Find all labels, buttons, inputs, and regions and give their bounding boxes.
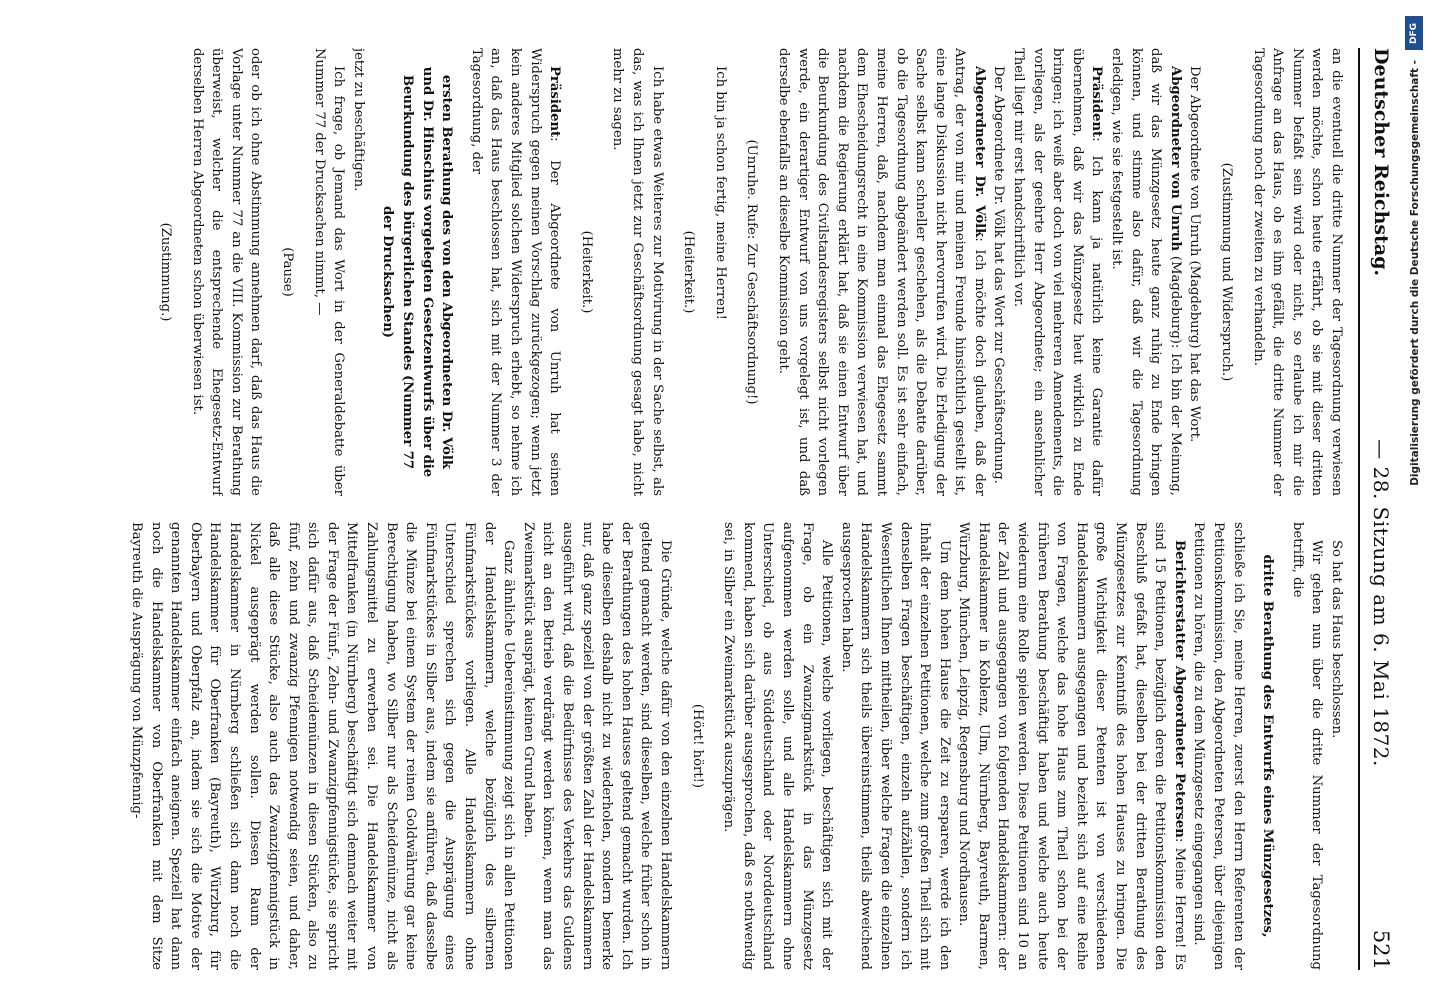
dfg-logo: DFG bbox=[1405, 16, 1423, 50]
speech bbox=[466, 48, 564, 496]
remark: (Unruhe. Rufe: Zur Geschäftsordnung!) bbox=[744, 139, 760, 405]
paragraph: Der Abgeordnete Dr. Völk hat das Wort zur Geschäftsordnung. bbox=[991, 66, 1007, 484]
speech-text: : Der Abgeordnete von Unruh hat seinen Widerspruch gegen meinen Vorschlag zurückgezogen; wenn jetzt kein anderes Mitglied solchen Widerspruch erhebt, so nehme ich an, daß das Haus beschlossen hat, sich mit der Nummer 3 der Tagesordnung, der bbox=[468, 48, 563, 496]
speech bbox=[1009, 48, 1107, 496]
journal-title: Deutscher Reichstag. bbox=[1370, 48, 1392, 277]
paragraph: an die eventuell die dritte Nummer der Tagesordnung verwiesen werden möchte, schon heute erfährt, ob sie mit dieser dritten Nummer befaßt sein wird oder nicht, so erlaube ich mir die Anfrage an das Haus, ob es ihm gefällt, die dritte Nummer der Tagesordnung noch der zweiten zu verhandeln. bbox=[1250, 48, 1344, 496]
speaker-name: Berichterstatter Abgeordneter Petersen bbox=[1171, 540, 1187, 838]
paragraph: schließe ich Sie, meine Herren, zuerst den Herrn Referenten der Petitionskommission, den Abgeordneten Petersen, über diejenigen Petitionen zu hören, die zu dem Münzgesetz eingegangen sind. bbox=[1191, 522, 1246, 970]
paragraph: Alle Petitionen, welche vorliegen, beschäftigen sich mit der Frage, ob ein Zwanzigmarkstück in das Münzgesetz aufgenommen werden solle, und alle Handelskammern ohne Unterschied, ob aus Süddeutschland oder Norddeutschland kommend, haben sich darüber ausgesprochen, daß es nothwendig sei, in Silber ein Zweimarkstück auszuprägen. bbox=[721, 522, 835, 970]
remark: (Zustimmung.) bbox=[158, 222, 174, 322]
paragraph: Ich habe etwas Weiteres zur Motivirung in der Sache selbst, als das, was ich Ihnen jetzt zur Geschäftsordnung gesagt habe, nicht mehr zu sagen. bbox=[610, 48, 665, 496]
speaker-name: Präsident bbox=[547, 66, 563, 138]
speaker-name: Abgeordneter von Unruh bbox=[1167, 66, 1183, 252]
speech bbox=[1106, 48, 1184, 496]
remark: (Heiterkeit.) bbox=[578, 230, 594, 314]
page-number: 521 bbox=[1369, 929, 1393, 970]
speech-text: : Meine Herren! Es sind 15 Petitionen, bezüglich deren die Petitionskommission den Beschluß gefaßt hat, dieselben bei der dritten Berathung des Münzgesetzes zur Kenntniß des hohen Hauses zu bringen. Die große Wichtigkeit dieser Petenten ist von verschiedenen Handelskammern ausgegangen und bezieht sich auf eine Reihe von Fragen, welche das hohe Haus zum Theil schon bei der früheren Berathung beschäftigt haben und welche auch heute wiederum eine Rolle spielen werden. Diese Petitionen sind 10 an der Zahl und ausgegangen von folgenden Handelskammern: der Handelskammer in Koblenz, Ulm, Nürnberg, Bayreuth, Barmen, Würzburg, München, Leipzig, Regensburg und Nordhausen. bbox=[956, 522, 1187, 970]
speech bbox=[773, 48, 989, 496]
speech-text: (Magdeburg): Ich bin der Meinung, daß wir das Münzgesetz heute ganz ruhig zu Ende bringen können, und stimme also dafür, daß wir die Tagesordnung erledigen, wie sie festgestellt ist. bbox=[1109, 48, 1183, 496]
remark: (Heiterkeit.) bbox=[681, 230, 697, 314]
agenda-item: dritte Berathung des Entwurfs eines Münzgesetzes, bbox=[1260, 554, 1276, 938]
remark: (Hört! hört!) bbox=[689, 703, 705, 789]
paragraph: Ich frage, ob Jemand das Wort in der Generaldebatte über Nummer 77 der Drucksachen nimmt, — bbox=[311, 48, 347, 496]
session-title: — 28. Sitzung am 6. Mai 1872. bbox=[1369, 439, 1393, 767]
speech-text: : Ich möchte doch glauben, daß der Antrag, der von mir und meinen Freunde hinsichtlich gestellt ist, eine lange Diskussion nicht hervorrufen wird. Die Erledigung der Sache selbst kann schneller geschehen, als die Debatte darüber, ob die Tagesordnung abgeändert werden soll. Es ist sehr einfach, meine Herren, daß, nachdem man einmal das Ehegesetz sammt dem Ehescheidungsrecht in eine Kommission verwiesen hat, und nachdem die Regierung erklärt hat, daß sie einen Entwurf über die Beurkundung des Civilstandesregisters selbst nicht vorlegen werde, ein derartiger Entwurf von uns vorgelegt ist, und daß derselbe ebenfalls an dieselbe Kommission geht. bbox=[775, 48, 987, 496]
speech-text: : Ich kann ja natürlich keine Garantie dafür übernehmen, daß wir das Münzgesetz heut wirklich zu Ende bringen; ich weiß aber doch von viel mehreren Amendements, die vorliegen, als der geehrte Herr Abgeordnete; ein ansehnlicher Theil liegt mir erst handschriftlich vor. bbox=[1011, 48, 1105, 496]
paragraph: Ganz ähnliche Uebereinstimmung zeigt sich in allen Petitionen der Handelskammern, welche bezüglich des silbernen Fünfmarkstückes vorliegen. Alle Handelskammern ohne Unterschied sprechen sich gegen die Ausprägung eines Fünfmarkstückes in Silber aus, indem sie anführen, daß dasselbe die Münze bei einem System der reinen Goldwährung gar keine Berechtigung haben, wo Silber nur als Scheidemünze, nicht als Zahlungsmittel zu erwerben sei. Die Handelskammer von Mittelfranken (in Nürnberg) beschäftigt sich demnach weiter mit der Frage der Fünf-, Zehn- und Zwanzigpfennigstücke, sie spricht sich dafür aus, daß Scheidemünzen in diesen Stücken, also zu fünf, zehn und zwanzig Pfennigen notwendig seien, und daher, daß alle diese Stücke, also auch das Zwanzigpfennigstück in Nickel ausgeprägt werden sollen. Diesen Raum der Handelskammer in Nürnberg schließen sich dann noch die Handelskammer für Oberfranken (Bayreuth), Würzburg, für Oberbayern und Oberpfalz an, indem sie sich die Motive der genannten Handelskammer einfach aneignen. Speziell hat dann noch die Handelskammer von Oberfranken mit dem Sitze Bayreuth die Ausprägung von Münzpfennig- bbox=[128, 522, 517, 970]
paragraph: oder ob ich ohne Abstimmung annehmen darf, daß das Haus die Vorlage unter Nummer 77 an die VIII. Kommission zur Berathung überweist, welcher die entsprechende Ehegesetz-Entwurf derselben Herren Abgeordneten schon überwiesen ist. bbox=[189, 48, 264, 496]
agenda-item: ersten Berathung des von den Abgeordneten Dr. Völk und Dr. Hinschius vorgelegten Gesetzentwurfs über die Beurkundung des bürgerlichen Standes (Nummer 77 der Drucksachen) bbox=[380, 66, 455, 478]
paragraph: Um dem hohen Hause die Zeit zu ersparen, werde ich den Inhalt der einzelnen Petitionen, welche zum großen Theil sich mit denselben Fragen beschäftigen, einzeln aufzählen, sondern ich Wesentlichen Ihnen mittheilen, über welche Fragen die einzelnen Handelskammern sich theils übereinstimmen, theils abweichend ausgesprochen haben. bbox=[838, 522, 952, 970]
paragraph: Wir gehen nun über die dritte Nummer der Tagesordnung betrifft, die bbox=[1289, 522, 1325, 970]
column-right bbox=[62, 522, 1346, 970]
paragraph: So hat das Haus beschlossen. bbox=[1329, 540, 1344, 739]
document-page bbox=[32, 0, 1432, 1000]
speaker-name: Abgeordneter Dr. Völk bbox=[971, 66, 987, 238]
column-left bbox=[62, 48, 1346, 496]
text-columns bbox=[62, 48, 1346, 970]
dfg-watermark bbox=[1395, 10, 1427, 990]
speech bbox=[954, 522, 1189, 970]
paragraph: jetzt zu beschäftigen. bbox=[350, 48, 366, 192]
paragraph: Der Abgeordnete von Unruh (Magdeburg) hat das Wort. bbox=[1187, 66, 1203, 443]
paragraph: Ich bin ja schon fertig, meine Herren! bbox=[712, 66, 728, 320]
dfg-caption: Digitalisierung gefördert durch die Deutsche Forschungsgemeinschaft - bbox=[1409, 60, 1421, 486]
remark: (Zustimmung und Widerspruch.) bbox=[1219, 162, 1235, 382]
speaker-name: Präsident bbox=[1089, 66, 1105, 138]
remark: (Pause) bbox=[280, 247, 296, 297]
paragraph: Die Gründe, welche dafür von den einzelnen Handelskammern geltend gemacht werden, sind dieselben, welche früher schon in der Berathungen des hohen Hauses geltend gemacht wurden. Ich habe dieselben deshalb nicht zu wiederholen, sondern bemerke nur, daß ganz speziell von der größten Zahl der Handelskammern ausgeführt wird, daß die Bedürfnisse des Verkehrs das Guldens nicht an den Betrieb verdrängt werden können, wenn man das Zweimarkstück ausprägt, keinen Grund haben. bbox=[520, 522, 673, 970]
